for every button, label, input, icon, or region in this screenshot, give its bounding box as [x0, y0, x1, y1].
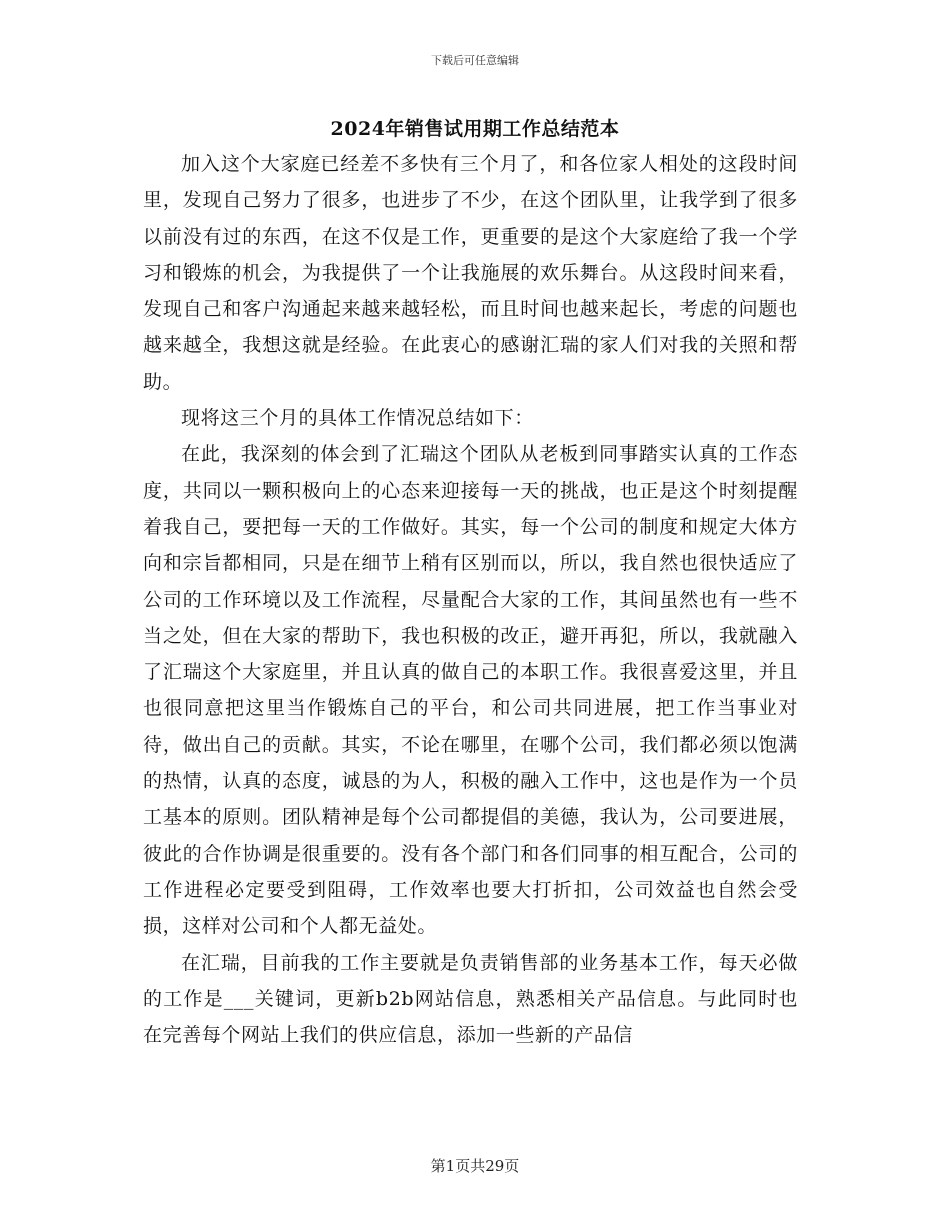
document-title: 2024年销售试用期工作总结范本 — [330, 118, 620, 140]
page-header-note: 下载后可任意编辑 — [431, 54, 519, 67]
paragraph-summary-lead: 现将这三个月的具体工作情况总结如下： — [181, 407, 534, 430]
paragraph-duties: 在汇瑞，目前我的工作主要就是负责销售部的业务基本工作，每天必做的工作是___关键词，更新b2b网站信息，熟悉相关产品信息。与此同时也在完善每个网站上我们的供应信息，添加一些新的产品信 — [143, 951, 798, 1047]
document-body — [143, 146, 798, 1053]
paragraph-intro: 加入这个大家庭已经差不多快有三个月了，和各位家人相处的这段时间里，发现自己努力了很多，也进步了不少，在这个团队里，让我学到了很多以前没有过的东西，在这不仅是工作，更重要的是这个大家庭给了我一个学习和锻炼的机会，为我提供了一个让我施展的欢乐舞台。从这段时间来看，发现自己和客户沟通起来越来越轻松，而且时间也越来起长，考虑的问题也越来越全，我想这就是经验。在此衷心的感谢汇瑞的家人们对我的关照和帮助。 — [143, 153, 798, 393]
page-number: 第1页共29页 — [430, 1157, 520, 1175]
paragraph-teamwork: 在此，我深刻的体会到了汇瑞这个团队从老板到同事踏实认真的工作态度，共同以一颗积极向上的心态来迎接每一天的挑战，也正是这个时刻提醒着我自己，要把每一天的工作做好。其实，每一个公司的制度和规定大体方向和宗旨都相同，只是在细节上稍有区别而以，所以，我自然也很快适应了公司的工作环境以及工作流程，尽量配合大家的工作，其间虽然也有一些不当之处，但在大家的帮助下，我也积极的改正，避开再犯，所以，我就融入了汇瑞这个大家庭里，并且认真的做自己的本职工作。我很喜爱这里，并且也很同意把这里当作锻炼自己的平台，和公司共同进展，把工作当事业对待，做出自己的贡献。其实，不论在哪里，在哪个公司，我们都必须以饱满的热情，认真的态度，诚恳的为人，积极的融入工作中，这也是作为一个员工基本的原则。团队精神是每个公司都提倡的美德，我认为，公司要进展，彼此的合作协调是很重要的。没有各个部门和各们同事的相互配合，公司的工作进程必定要受到阻碍，工作效率也要大打折扣，公司效益也自然会受损，这样对公司和个人都无益处。 — [143, 443, 798, 938]
